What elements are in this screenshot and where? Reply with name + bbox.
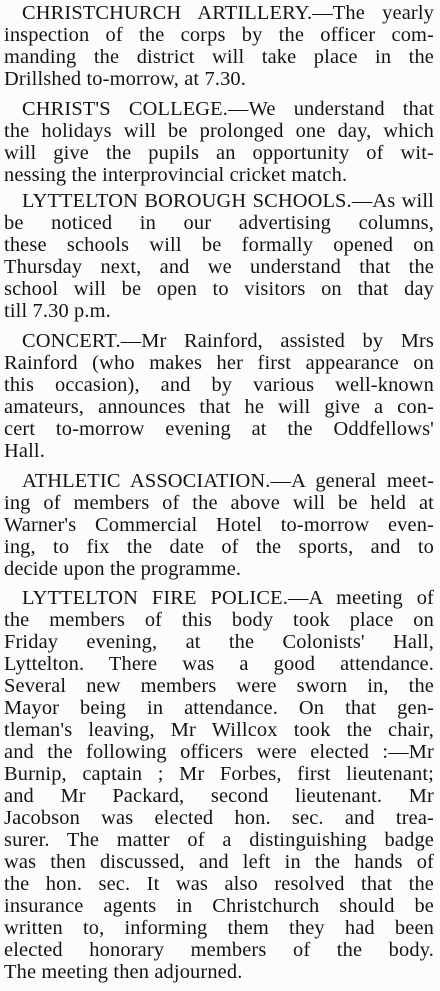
text-line: cert to-morrow evening at the Oddfellows' bbox=[4, 418, 434, 440]
text-line: till 7.30 p.m. bbox=[4, 300, 111, 322]
paragraph-lyttelton-borough-schools bbox=[0, 190, 440, 322]
text-line: decide upon the programme. bbox=[4, 558, 242, 580]
text-line: amateurs, announces that he will give a con- bbox=[4, 396, 434, 418]
text-line: manding the district will take place in the bbox=[4, 46, 434, 68]
text-line: ATHLETIC ASSOCIATION.—A general meet- bbox=[22, 470, 435, 492]
text-line: Burnip, captain ; Mr Forbes, first lieutenant; bbox=[4, 763, 434, 785]
text-line: Thursday next, and we understand that the bbox=[4, 256, 434, 278]
paragraph-athletic-association bbox=[0, 470, 440, 580]
text-line: surer. The matter of a distinguishing badge bbox=[4, 829, 434, 851]
text-line: nessing the interprovincial cricket match. bbox=[4, 164, 348, 186]
text-line: tleman's leaving, Mr Willcox took the chair, bbox=[4, 719, 434, 741]
text-line: and the following officers were elected :—Mr bbox=[4, 741, 434, 763]
text-line: Several new members were sworn in, the bbox=[4, 675, 434, 697]
text-line: Mayor being in attendance. On that gen- bbox=[4, 697, 434, 719]
text-line: written to, informing them they had been bbox=[4, 917, 434, 939]
text-line: inspection of the corps by the officer com- bbox=[4, 24, 434, 46]
text-line: the members of this body took place on bbox=[4, 609, 434, 631]
text-line: CHRIST'S COLLEGE.—We understand that bbox=[22, 98, 434, 120]
text-line: LYTTELTON FIRE POLICE.—A meeting of bbox=[22, 587, 434, 609]
text-line: ing of members of the above will be held at bbox=[4, 492, 434, 514]
text-line: Lyttelton. There was a good attendance. bbox=[4, 653, 434, 675]
text-line: ing, to fix the date of the sports, and to bbox=[4, 536, 434, 558]
text-line: be noticed in our advertising columns, bbox=[4, 212, 434, 234]
text-line: Drillshed to-morrow, at 7.30. bbox=[4, 68, 247, 90]
text-line: was then discussed, and left in the hands of bbox=[4, 851, 434, 873]
text-line: these schools will be formally opened on bbox=[4, 234, 434, 256]
text-line: CONCERT.—Mr Rainford, assisted by Mrs bbox=[22, 330, 434, 352]
text-line: the holidays will be prolonged one day, which bbox=[4, 120, 434, 142]
text-line: LYTTELTON BOROUGH SCHOOLS.—As will bbox=[22, 190, 435, 212]
paragraph-christchurch-artillery bbox=[0, 2, 440, 90]
paragraph-christs-college bbox=[0, 98, 440, 186]
text-line: Rainford (who makes her first appearance on bbox=[4, 352, 434, 374]
text-line: elected honorary members of the body. bbox=[4, 939, 434, 961]
text-line: this occasion), and by various well-known bbox=[4, 374, 434, 396]
text-line: school will be open to visitors on that day bbox=[4, 278, 434, 300]
paragraph-lyttelton-fire-police bbox=[0, 587, 440, 983]
text-line: the hon. sec. It was also resolved that the bbox=[4, 873, 434, 895]
text-line: The meeting then adjourned. bbox=[4, 961, 243, 983]
text-line: will give the pupils an opportunity of wit- bbox=[4, 142, 434, 164]
text-line: Warner's Commercial Hotel to-morrow even- bbox=[4, 514, 434, 536]
text-line: insurance agents in Christchurch should be bbox=[4, 895, 434, 917]
text-line: and Mr Packard, second lieutenant. Mr bbox=[4, 785, 434, 807]
text-line: Jacobson was elected hon. sec. and trea- bbox=[4, 807, 434, 829]
text-line: Friday evening, at the Colonists' Hall, bbox=[4, 631, 434, 653]
paragraph-concert bbox=[0, 330, 440, 462]
text-line: Hall. bbox=[4, 440, 45, 462]
text-line: CHRISTCHURCH ARTILLERY.—The yearly bbox=[22, 2, 434, 24]
